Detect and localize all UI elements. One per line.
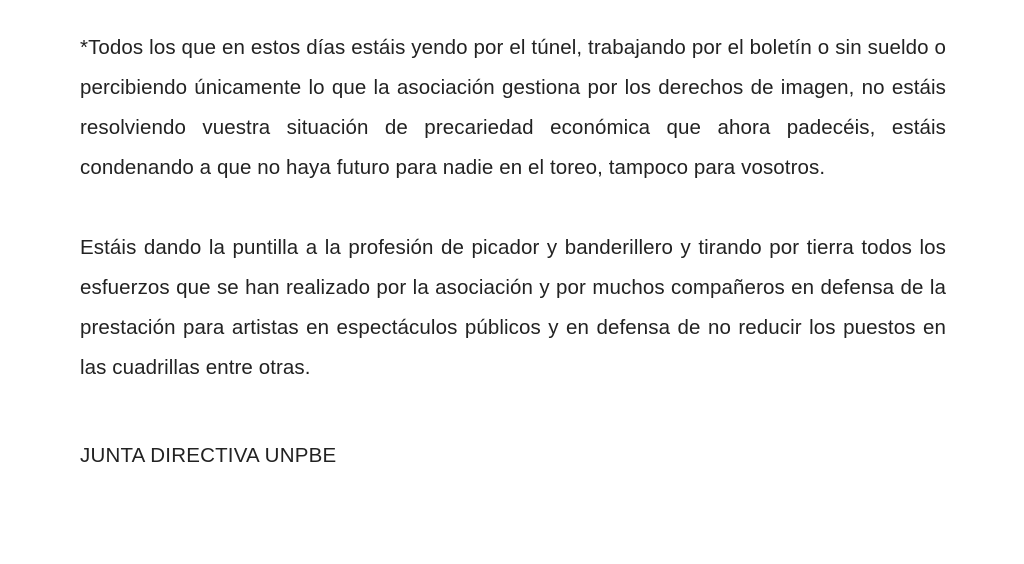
document-body xyxy=(80,28,946,472)
paragraph-1: *Todos los que en estos días estáis yendo por el túnel, trabajando por el boletín o sin sueldo o percibiendo únicamente lo que la asociación gestiona por los derechos de imagen, no estáis resolviendo vuestra situación de precariedad económica que ahora padecéis, estáis condenando a que no haya futuro para nadie en el toreo, tampoco para vosotros. xyxy=(80,36,946,179)
paragraph-spacer xyxy=(80,388,946,440)
signature-line: JUNTA DIRECTIVA UNPBE xyxy=(80,444,337,467)
paragraph-2: Estáis dando la puntilla a la profesión de picador y banderillero y tirando por tierra todos los esfuerzos que se han realizado por la asociación y por muchos compañeros en defensa de la prestación para artistas en espectáculos públicos y en defensa de no reducir los puestos en las cuadrillas entre otras. xyxy=(80,236,946,379)
